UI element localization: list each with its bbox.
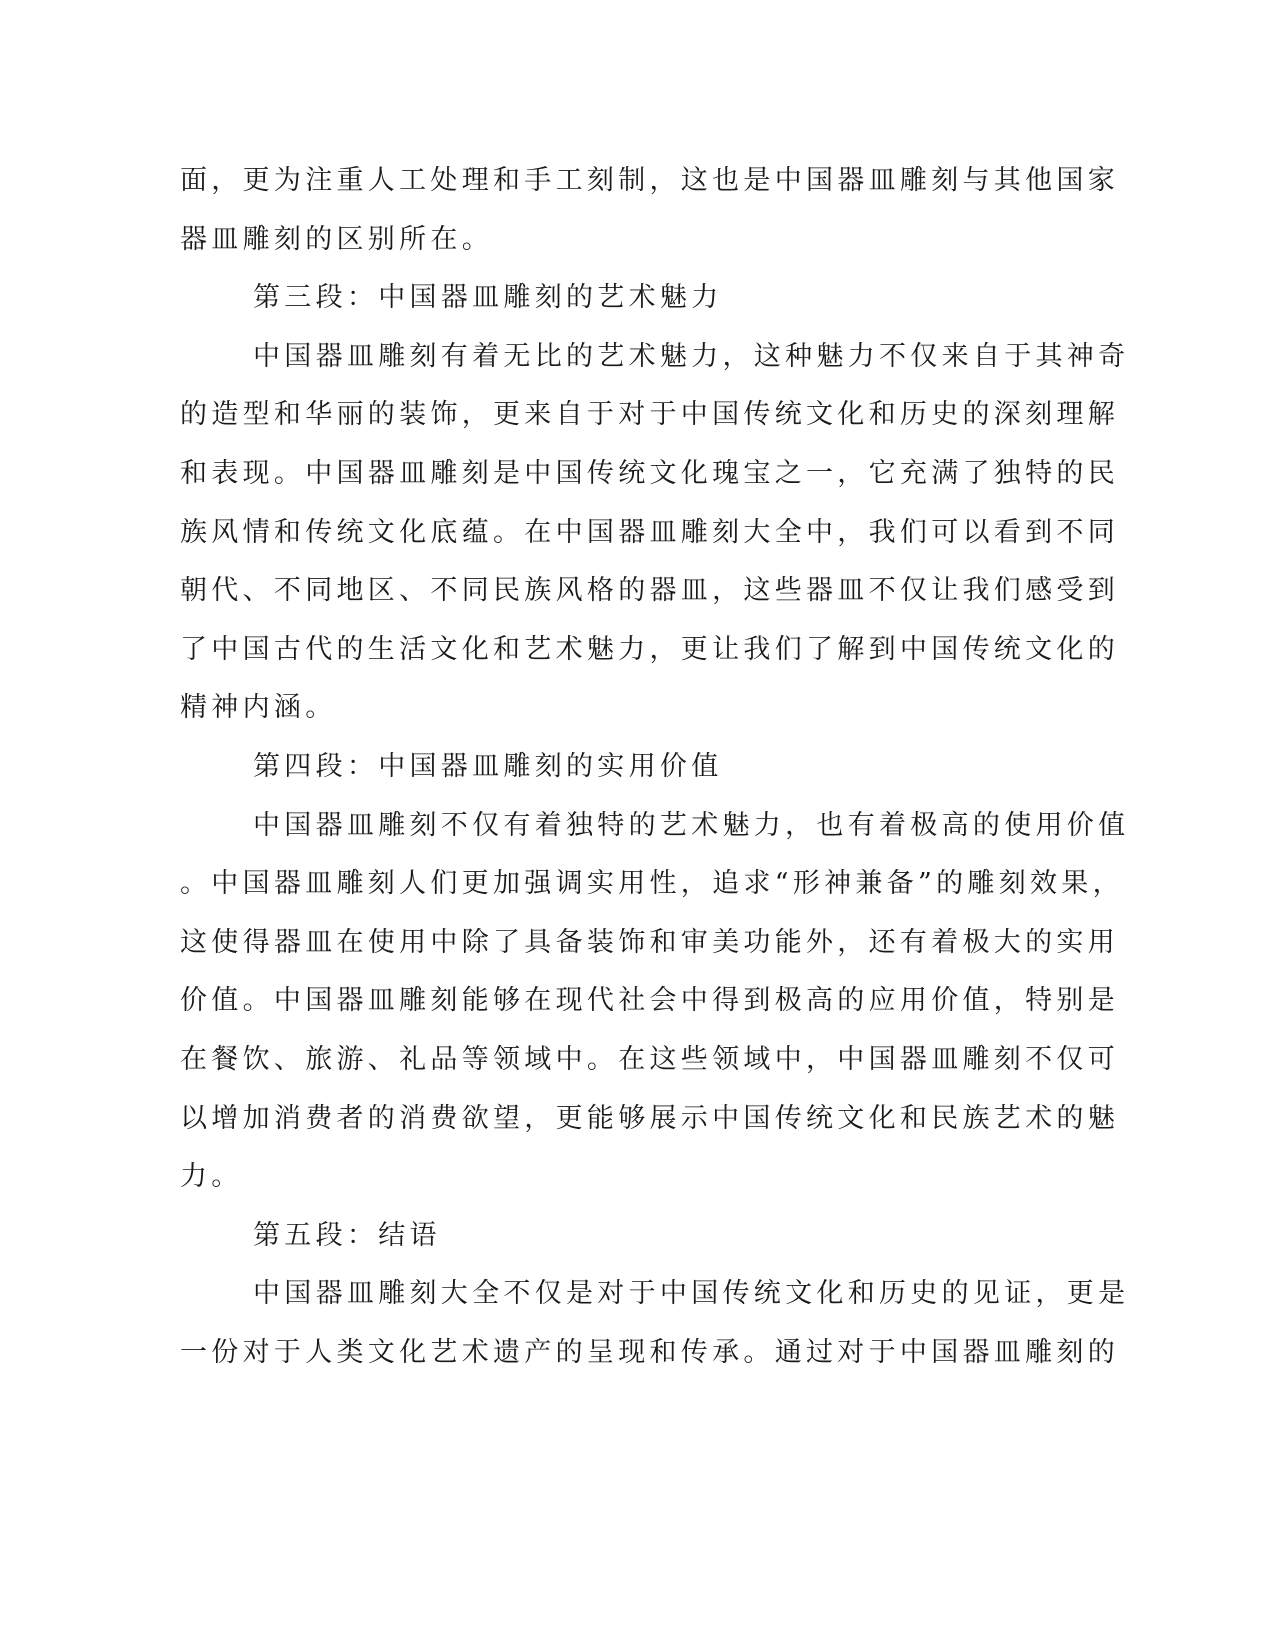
section-heading-5: 第五段：结语 xyxy=(253,1219,441,1251)
paragraph-line: 了中国古代的生活文化和艺术魅力，更让我们了解到中国传统文化的 xyxy=(180,633,1119,665)
section-heading-4: 第四段：中国器皿雕刻的实用价值 xyxy=(253,750,723,782)
paragraph-line: 。中国器皿雕刻人们更加强调实用性，追求“形神兼备”的雕刻效果， xyxy=(180,868,1124,900)
paragraph-line: 中国器皿雕刻不仅有着独特的艺术魅力，也有着极高的使用价值 xyxy=(253,809,1130,841)
paragraph-line: 以增加消费者的消费欲望，更能够展示中国传统文化和民族艺术的魅 xyxy=(180,1102,1119,1134)
paragraph-line: 中国器皿雕刻大全不仅是对于中国传统文化和历史的见证，更是 xyxy=(253,1278,1130,1310)
paragraph-line: 族风情和传统文化底蕴。在中国器皿雕刻大全中，我们可以看到不同 xyxy=(180,516,1119,548)
paragraph-line: 在餐饮、旅游、礼品等领域中。在这些领域中，中国器皿雕刻不仅可 xyxy=(180,1043,1119,1075)
paragraph-line: 和表现。中国器皿雕刻是中国传统文化瑰宝之一，它充满了独特的民 xyxy=(180,457,1119,489)
paragraph-line: 朝代、不同地区、不同民族风格的器皿，这些器皿不仅让我们感受到 xyxy=(180,575,1119,607)
paragraph-line: 一份对于人类文化艺术遗产的呈现和传承。通过对于中国器皿雕刻的 xyxy=(180,1336,1119,1368)
paragraph-line: 精神内涵。 xyxy=(180,692,337,724)
paragraph-line: 力。 xyxy=(180,1161,243,1193)
paragraph-continuation-line: 器皿雕刻的区别所在。 xyxy=(180,223,493,255)
paragraph-line: 中国器皿雕刻有着无比的艺术魅力，这种魅力不仅来自于其神奇 xyxy=(253,340,1130,372)
document-page xyxy=(180,152,1130,1382)
paragraph-line: 的造型和华丽的装饰，更来自于对于中国传统文化和历史的深刻理解 xyxy=(180,399,1119,431)
paragraph-line: 价值。中国器皿雕刻能够在现代社会中得到极高的应用价值，特别是 xyxy=(180,985,1119,1017)
paragraph-continuation-line: 面，更为注重人工处理和手工刻制，这也是中国器皿雕刻与其他国家 xyxy=(180,165,1119,196)
section-heading-3: 第三段：中国器皿雕刻的艺术魅力 xyxy=(253,282,723,314)
paragraph-line: 这使得器皿在使用中除了具备装饰和审美功能外，还有着极大的实用 xyxy=(180,926,1119,958)
